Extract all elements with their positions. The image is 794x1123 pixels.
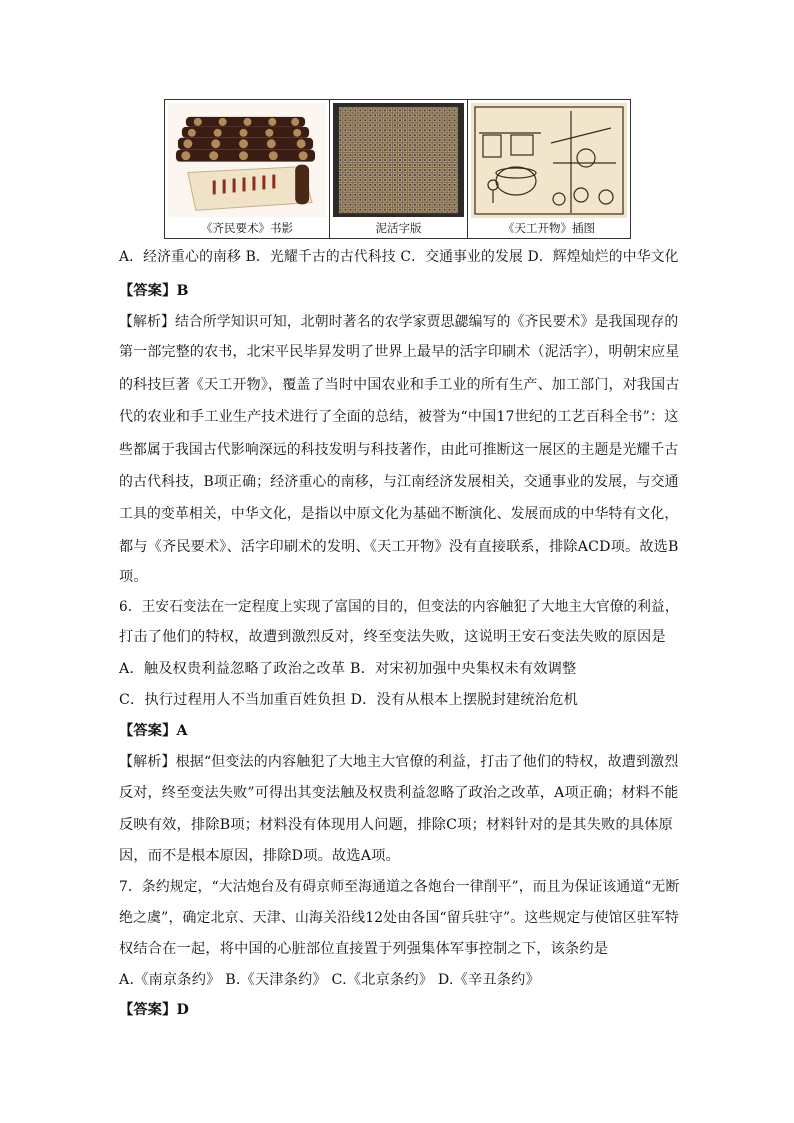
woodcut-illustration-image	[471, 103, 627, 218]
figure-strip	[164, 99, 631, 239]
q7-stem: 权结合在一起，将中国的心脏部位直接置于列强集体军事控制之下，该条约是	[119, 941, 609, 957]
q7-options: A.《南京条约》 B.《天津条约》 C.《北京条约》 D.《辛丑条约》	[119, 972, 540, 988]
q6-stem: 打击了他们的特权，故遭到激烈反对，终至变法失败，这说明王安石变法失败的原因是	[119, 629, 666, 645]
q5-answer: 【答案】B	[119, 283, 189, 299]
q5-analysis-line: 代的农业和手工业生产技术进行了全面的总结，被誉为“中国17世纪的工艺百科全书”：这	[119, 409, 679, 425]
q5-analysis-line: 些都属于我国古代影响深远的科技发明与科技著作，由此可推断这一展区的主题是光耀千古	[119, 442, 679, 458]
figure-tiangong-kaiwu	[468, 100, 630, 238]
q6-options: C．执行过程用人不当加重百姓负担 D．没有从根本上摆脱封建统治危机	[119, 692, 578, 708]
figure-clay-type	[330, 100, 468, 238]
scrolls-image	[168, 103, 326, 217]
q5-analysis-line: 项。	[119, 569, 148, 585]
q6-stem: 6．王安石变法在一定程度上实现了富国的目的，但变法的内容触犯了大地主大官僚的利益，	[119, 599, 679, 615]
figure-qimin-yaoshu	[165, 100, 330, 238]
q6-options: A．触及权贵利益忽略了政治之改革 B．对宋初加强中央集权未有效调整	[119, 661, 577, 677]
q7-stem: 绝之虞”，确定北京、天津、山海关沿线12处由各国“留兵驻守”。这些规定与使馆区驻军特	[119, 910, 679, 926]
clay-type-plate-image	[333, 103, 464, 217]
q6-analysis-line: 反对，终至变法失败”可得出其变法触及权贵利益忽略了政治之改革，A项正确；材料不能	[119, 785, 679, 801]
q6-analysis-line: 【解析】根据“但变法的内容触犯了大地主大官僚的利益，打击了他们的特权，故遭到激烈	[119, 754, 679, 770]
q5-analysis-line: 的古代科技，B项正确；经济重心的南移，与江南经济发展相关，交通事业的发展，与交通	[119, 474, 679, 490]
figure-caption: 泥活字版	[375, 221, 422, 235]
q5-analysis-line: 都与《齐民要术》、活字印刷术的发明、《天工开物》没有直接联系，排除ACD项。故选B	[119, 539, 679, 555]
q5-analysis-line: 【解析】结合所学知识可知，北朝时著名的农学家贾思勰编写的《齐民要术》是我国现存的	[119, 314, 679, 330]
figure-caption: 《齐民要术》书影	[201, 221, 293, 235]
q5-options: A．经济重心的南移 B．光耀千古的古代科技 C．交通事业的发展 D．辉煌灿烂的中华文化	[119, 249, 679, 265]
q6-analysis-line: 因，而不是根本原因，排除D项。故选A项。	[119, 848, 400, 864]
q6-analysis-line: 反映有效，排除B项；材料没有体现用人问题，排除C项；材料针对的是其失败的具体原	[119, 817, 674, 833]
q5-analysis-line: 的科技巨著《天工开物》，覆盖了当时中国农业和手工业的所有生产、加工部门，对我国古	[119, 377, 680, 393]
q7-stem: 7．条约规定，“大沽炮台及有碍京师至海通道之各炮台一律削平”，而且为保证该通道“无断	[119, 879, 680, 895]
q6-answer: 【答案】A	[119, 723, 188, 739]
q5-analysis-line: 工具的变革相关，中华文化，是指以中原文化为基础不断演化、发展而成的中华特有文化，	[119, 506, 679, 522]
q5-analysis-line: 第一部完整的农书，北宋平民毕昇发明了世界上最早的活字印刷术（泥活字），明朝宋应星	[119, 344, 680, 360]
q7-answer: 【答案】D	[119, 1002, 190, 1018]
figure-caption: 《天工开物》插图	[503, 221, 595, 235]
